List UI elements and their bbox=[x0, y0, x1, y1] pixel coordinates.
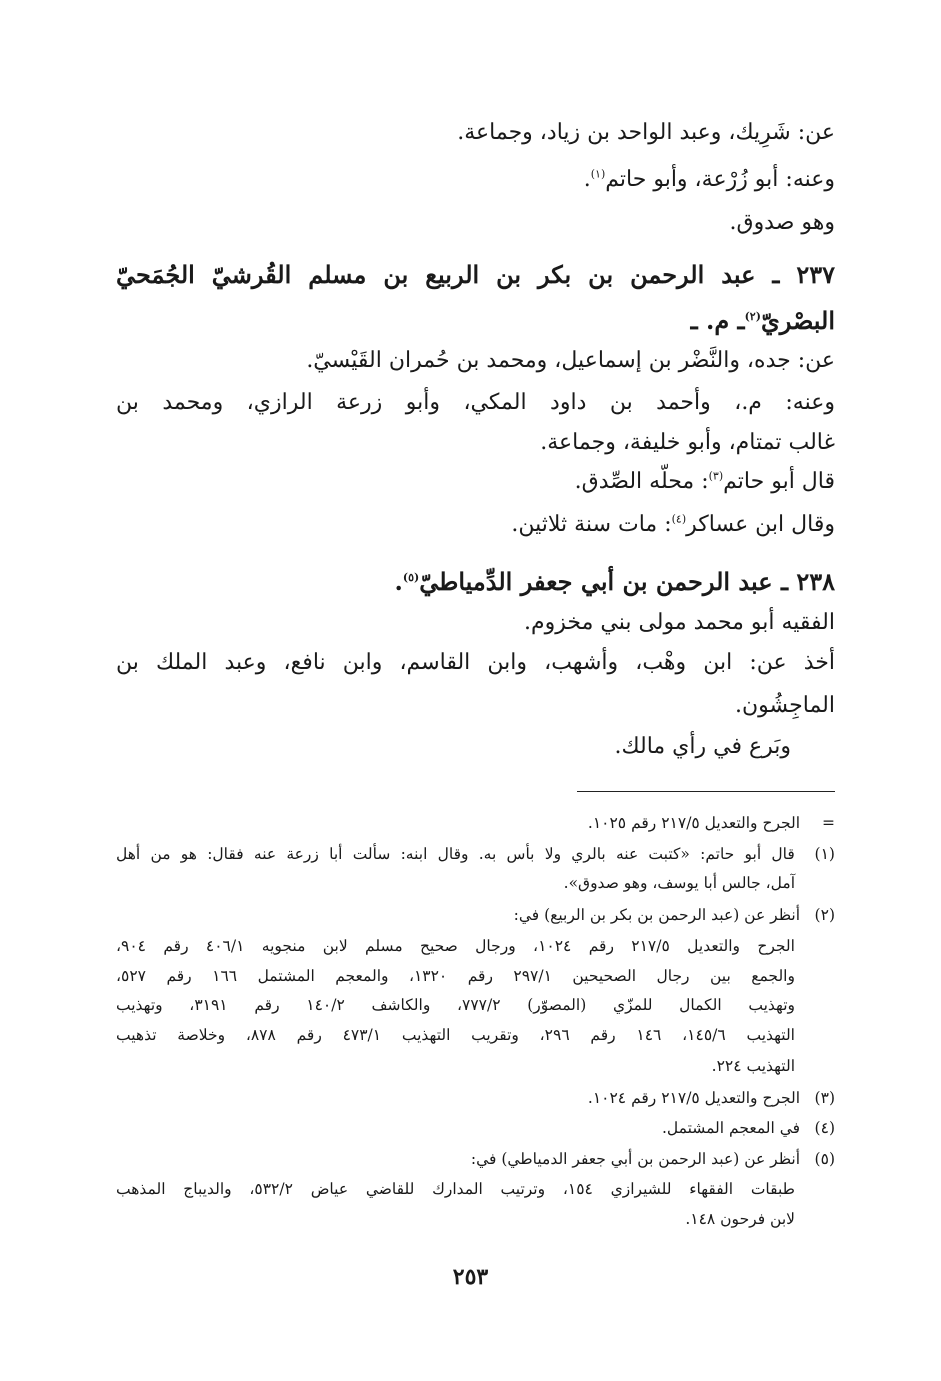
footnote-number: (٤) bbox=[814, 1119, 835, 1137]
entry-heading-237-cont: البصْريّ$^{(٢)}$ـ م. ـ bbox=[690, 306, 835, 335]
text-line: أخذ عن: ابن وهْب، وأشهب، وابن القاسم، وابن نافع، وعبد الملك بن bbox=[116, 650, 836, 675]
footnote-number: (٢) bbox=[814, 906, 835, 924]
text-line: وعنه: م.، وأحمد بن داود المكي، وأبو زرعة الرازي، ومحمد بن bbox=[116, 390, 835, 415]
footnote-1-cont: آمل، جالس أبا يوسف، وهو صدوق». bbox=[563, 874, 795, 892]
text-line: الفقيه أبو محمد مولى بني مخزوم. bbox=[524, 610, 835, 635]
footnote-5-line: طبقات الفقهاء للشيرازي ١٥٤، وترتيب المدارك للقاضي عياض ٥٣٢/٢، والديباج المذهب bbox=[116, 1180, 795, 1198]
footnote-2-line: والجمع بين رجال الصحيحين ٢٩٧/١ رقم ١٣٢٠، والمعجم المشتمل ١٦٦ رقم ٥٢٧، bbox=[116, 967, 795, 985]
page-number: ٢٥٣ bbox=[452, 1264, 489, 1290]
footnote-2: (٢) أنظر عن (عبد الرحمن بن بكر بن الربيع) في: bbox=[116, 903, 835, 927]
footnote-continuation: = الجرح والتعديل ٢١٧/٥ رقم ١٠٢٥. bbox=[587, 814, 835, 832]
text-line: وقال ابن عساكر$^{(٤)}$: مات سنة ثلاثين. bbox=[511, 512, 835, 537]
footnote-number: (٣) bbox=[814, 1089, 835, 1107]
footnote-number: (٥) bbox=[814, 1150, 835, 1168]
text-line: وهو صدوق. bbox=[729, 210, 835, 235]
footnote-1: (١) قال أبو حاتم: «كتبت عنه بالري ولا بأس به. وقال ابنه: سألت أبا زرعة عنه فقال: هو من أهل bbox=[116, 842, 835, 866]
text-line: قال أبو حاتم$^{(٣)}$: محلّه الصِّدق. bbox=[574, 469, 835, 494]
footnote-ref[interactable]: (٥) bbox=[402, 571, 420, 584]
footnote-separator bbox=[577, 791, 835, 792]
footnote-ref[interactable]: (٢) bbox=[744, 310, 761, 323]
footnote-ref[interactable]: (١) bbox=[590, 167, 606, 181]
text-line: عن: شَرِيك، وعبد الواحد بن زياد، وجماعة. bbox=[457, 120, 835, 145]
text-line: غالب تمتام، وأبو خليفة، وجماعة. bbox=[540, 430, 835, 455]
text-line: وعنه: أبو زُرْعة، وأبو حاتم$^{(١)}$. bbox=[583, 167, 835, 192]
footnote-2-line: الجرح والتعديل ٢١٧/٥ رقم ١٠٢٤، ورجال صحيح مسلم لابن منجويه ٤٠٦/١ رقم ٩٠٤، bbox=[116, 937, 795, 955]
footnote-2-line: وتهذيب الكمال للمزّي (المصوّر) ٧٧٧/٢، والكاشف ١٤٠/٢ رقم ٣١٩١، وتهذيب bbox=[116, 996, 796, 1014]
footnote-number: (١) bbox=[814, 845, 835, 863]
text-line: عن: جده، والنَّضْر بن إسماعيل، ومحمد بن حُمران القَيْسيّ. bbox=[306, 348, 835, 373]
text-line: وبَرع في رأي مالك. bbox=[614, 734, 791, 759]
footnote-4: (٤) في المعجم المشتمل. bbox=[116, 1116, 835, 1140]
entry-heading-237: ٢٣٧ ـ عبد الرحمن بن بكر بن الربيع بن مسلم القُرشيّ الجُمَحيّ bbox=[116, 260, 836, 289]
footnote-3: (٣) الجرح والتعديل ٢١٧/٥ رقم ١٠٢٤. bbox=[116, 1086, 835, 1110]
footnote-2-line: التهذيب ١٤٥/٦، ١٤٦ رقم ٢٩٦، وتقريب التهذيب ٤٧٣/١ رقم ٨٧٨، وخلاصة تذهيب bbox=[116, 1026, 795, 1044]
footnote-ref[interactable]: (٤) bbox=[671, 512, 687, 526]
text-line: الماجِشُون. bbox=[735, 693, 835, 718]
footnote-ref[interactable]: (٣) bbox=[708, 469, 724, 483]
entry-heading-238: ٢٣٨ ـ عبد الرحمن بن أبي جعفر الدِّمياطيّ$^{(٥)}$. bbox=[394, 567, 835, 596]
footnote-2-line: التهذيب ٢٢٤. bbox=[711, 1057, 795, 1075]
footnote-5-line: لابن فرحون ١٤٨. bbox=[685, 1210, 795, 1228]
footnote-5: (٥) أنظر عن (عبد الرحمن بن أبي جعفر الدمياطي) في: bbox=[116, 1147, 835, 1171]
